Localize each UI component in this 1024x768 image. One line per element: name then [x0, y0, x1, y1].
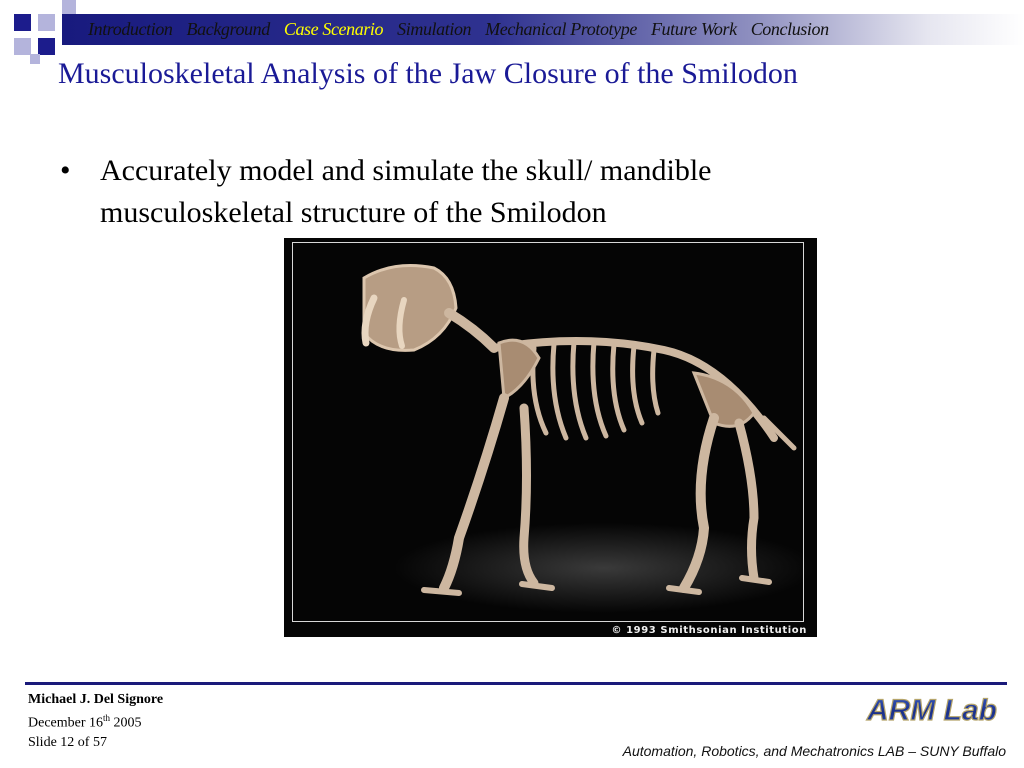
presenter-name: Michael J. Del Signore [28, 692, 164, 707]
smilodon-skeleton-photo [284, 238, 817, 637]
nav-item-mechanical-prototype[interactable]: Mechanical Prototype [485, 18, 637, 39]
bullet-text: Accurately model and simulate the skull/ mandible musculoskeletal structure of the Smilodon [100, 154, 712, 229]
date-prefix: December 16 [28, 715, 104, 731]
date-year: 2005 [110, 715, 142, 731]
decor-square [14, 38, 31, 55]
nav-item-background[interactable]: Background [186, 18, 270, 39]
presentation-date [28, 709, 163, 733]
photo-credit: © 1993 Smithsonian Institution [611, 625, 807, 636]
nav-item-case-scenario[interactable]: Case Scenario [283, 18, 384, 39]
date-suffix-sup: th [103, 713, 111, 723]
photo-frame [292, 242, 804, 622]
decor-square [38, 38, 55, 55]
slide-number: Slide 12 of 57 [28, 734, 107, 750]
lab-name: Automation, Robotics, and Mechatronics LAB – SUNY Buffalo [622, 743, 1006, 759]
nav-item-introduction[interactable]: Introduction [88, 18, 173, 39]
bullet-marker: • [60, 154, 71, 187]
section-navigation [88, 16, 829, 42]
slide-title: Musculoskeletal Analysis of the Jaw Closure of the Smilodon [58, 57, 798, 90]
bullet-item [60, 150, 860, 234]
decor-square [30, 54, 40, 64]
nav-item-simulation[interactable]: Simulation [397, 18, 472, 39]
logo-text: ARM Lab [867, 694, 997, 727]
footer-divider [25, 682, 1007, 685]
decor-square [14, 14, 31, 31]
nav-item-future-work[interactable]: Future Work [650, 18, 737, 39]
decor-square [38, 14, 55, 31]
footer-info [28, 690, 163, 752]
arm-lab-logo [852, 690, 1012, 730]
nav-item-conclusion[interactable]: Conclusion [750, 18, 829, 39]
decor-square [62, 0, 76, 14]
